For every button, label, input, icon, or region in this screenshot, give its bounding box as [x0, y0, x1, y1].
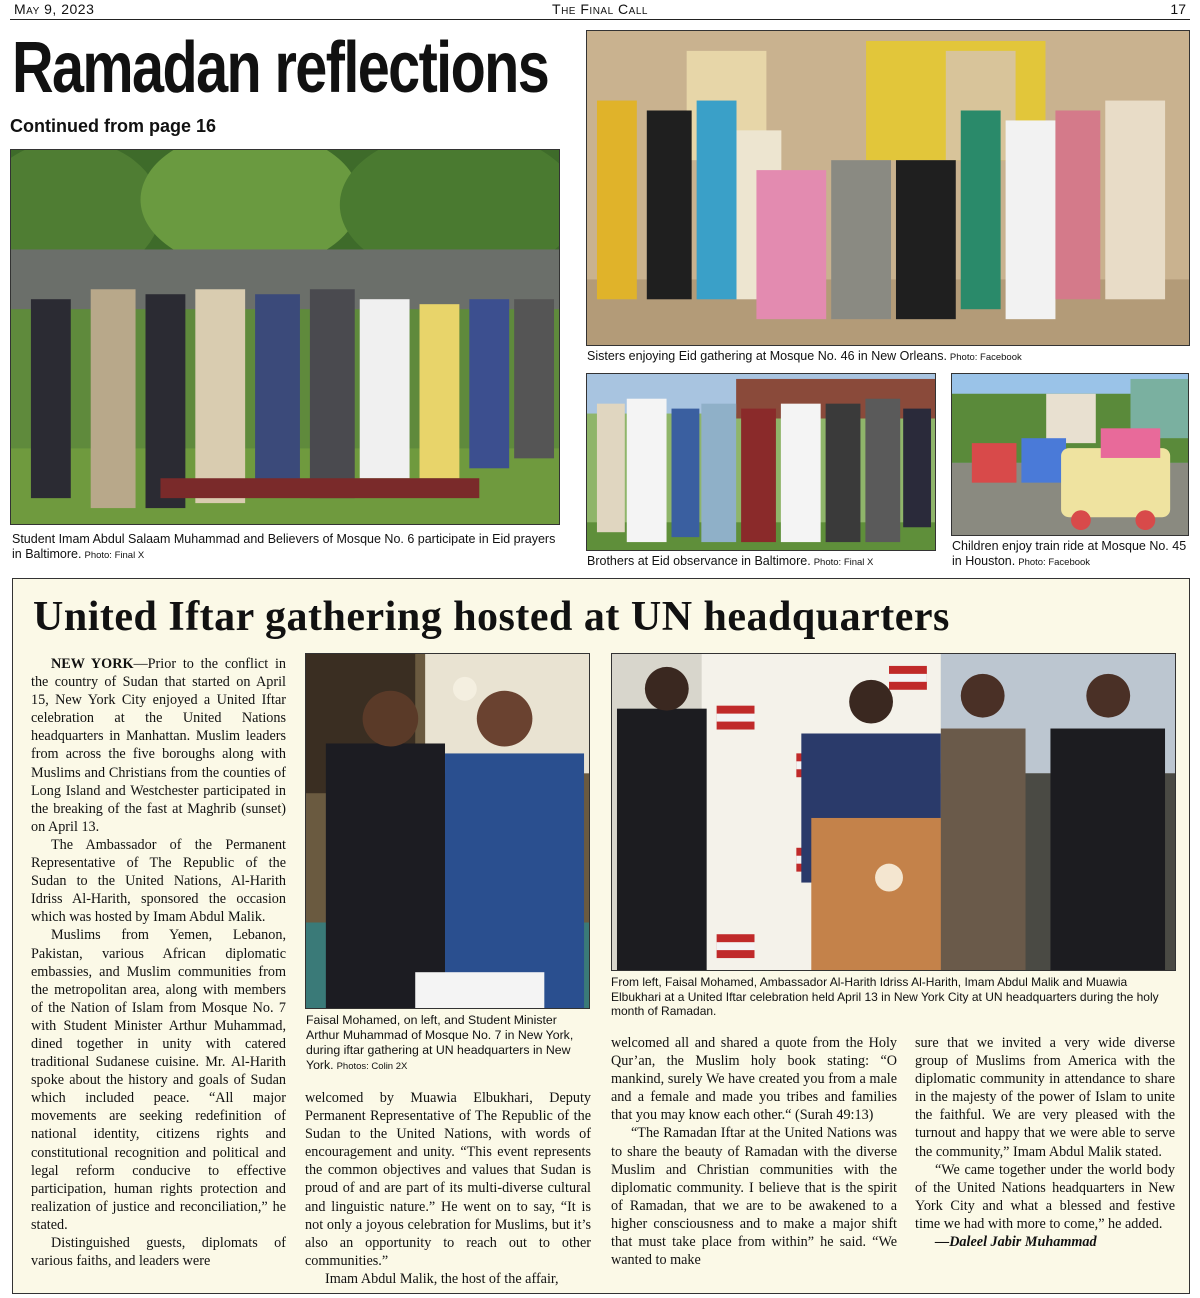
- caption-baltimore-prayer: Student Imam Abdul Salaam Muhammad and Believers of Mosque No. 6 participate in Eid prayers in Baltimore. Photo: Final X: [12, 532, 556, 561]
- photo-handshake-image: [306, 654, 589, 1008]
- page-number: 17: [1170, 1, 1186, 17]
- folio-bar: [10, 0, 1190, 20]
- caption-podium: From left, Faisal Mohamed, Ambassador Al-Harith Idriss Al-Harith, Imam Abdul Malik and Muawia Elbukhari at a United Iftar celebration held April 13 in New York City at UN headquarters during the holy month of Ramadan.: [611, 975, 1159, 1018]
- article-paragraph: welcomed all and shared a quote from the Holy Qur’an, the Muslim holy book stating: “O mankind, surely We have created you from a male and a female and made you tribes and families that you may know each other.“ (Surah 49:13): [611, 1035, 897, 1124]
- photo-baltimore-brothers: [586, 373, 936, 551]
- article-paragraph: welcomed by Muawia Elbukhari, Deputy Permanent Representative of The Republic of the Sudan to the United Nations, with words of encouragement and unity. “This event represents the common objectives and values that Sudan is proud of and are part of its multi-diverse cultural and linguistic nature.” He went on to say, “It is not only a joyous celebration for Muslims, but it’s also an opportunity to reach out to other communities.”: [305, 1090, 591, 1269]
- photo-handshake: [305, 653, 590, 1009]
- photo-credit: Photo: Facebook: [949, 352, 1022, 363]
- article-paragraph: Distinguished guests, diplomats of various faiths, and leaders were: [31, 1235, 286, 1270]
- photo-houston-train: [951, 373, 1189, 536]
- photo-new-orleans-image: [587, 31, 1189, 345]
- dateline: NEW YORK: [51, 656, 134, 672]
- photo-credit: Photo: Final X: [813, 557, 874, 568]
- article-paragraph: The Ambassador of the Permanent Representative of The Republic of the Sudan to the United Nations, Al-Harith Idriss Al-Harith, sponsored the occasion which was hosted by Imam Abdul Malik.: [31, 836, 286, 926]
- article-paragraph: Imam Abdul Malik, the host of the affair,: [325, 1270, 559, 1287]
- article-column-4: [915, 1034, 1175, 1251]
- photo-new-orleans: [586, 30, 1190, 346]
- caption-handshake: Faisal Mohamed, on left, and Student Minister Arthur Muhammad of Mosque No. 7 in New York, during iftar gathering at UN headquarters in New York. Photos: Colin 2X: [306, 1013, 574, 1072]
- article-box: [12, 578, 1190, 1294]
- article-paragraph: Muslims from Yemen, Lebanon, Pakistan, various African diplomatic embassies, and Muslim communities from the metropolitan area, along with members of the Nation of Islam from Mosque No. 7 with Student Minister Arthur Muhammad, dined together in unity with catered traditional Sudanese cuisine. Mr. Al-Harith spoke about the history and goals of Sudan which included peace. “All major movements are seeking redefinition of national identity, citizens rights and constitutional recognition and political and legal reform conducive to effective participation, human rights protection and realization of justice and reconciliation,” he stated.: [31, 927, 286, 1233]
- article-paragraph: “The Ramadan Iftar at the United Nations was to share the beauty of Ramadan with the diverse Muslim and Christian communities with the diplomatic community. I believe that is the spirit of Ramadan, that we are to be awakened to a higher consciousness and to make a major shift that must take place from within” he said. “We wanted to make: [611, 1125, 897, 1269]
- continued-note: Continued from page 16: [10, 116, 217, 136]
- newspaper-name: The Final Call: [552, 1, 648, 17]
- photo-houston-train-image: [952, 374, 1188, 535]
- issue-date: May 9, 2023: [14, 1, 95, 17]
- photo-baltimore-brothers-image: [587, 374, 935, 550]
- article-column-3: [611, 1034, 897, 1269]
- caption-houston-train: Children enjoy train ride at Mosque No. 45 in Houston. Photo: Facebook: [952, 539, 1187, 568]
- photo-credit: Photo: Final X: [84, 550, 145, 561]
- article-paragraph: “We came together under the world body of the United Nations headquarters in New York City and what a blessed and festive time we had with more to come,” he added.: [915, 1161, 1175, 1232]
- article-column-1: [31, 655, 286, 1270]
- caption-new-orleans: Sisters enjoying Eid gathering at Mosque No. 46 in New Orleans. Photo: Facebook: [587, 349, 1022, 363]
- photo-credit: Photos: Colin 2X: [336, 1061, 408, 1072]
- caption-baltimore-brothers: Brothers at Eid observance in Baltimore. Photo: Final X: [587, 554, 874, 568]
- byline: —Daleel Jabir Muhammad: [935, 1234, 1097, 1251]
- photo-baltimore-prayer: [10, 149, 560, 525]
- article-paragraph: NEW YORK—Prior to the conflict in the country of Sudan that started on April 15, New York City enjoyed a United Iftar celebration at the United Nations headquarters in Manhattan. Muslim leaders from across the five boroughs along with Muslims and Christians from the counties of Long Island and Westchester participated in the breaking of the fast at Maghrib (sunset) on April 13.: [31, 656, 286, 835]
- page-headline: Ramadan reflections: [12, 28, 549, 108]
- article-column-2: [305, 1089, 591, 1288]
- photo-podium-image: [612, 654, 1175, 970]
- photo-credit: Photo: Facebook: [1018, 557, 1091, 568]
- article-paragraph: sure that we invited a very wide diverse group of Muslims from America with the diplomatic community in attendance to share in the majesty of the power of Islam to unite the faithful. We are very pleased with the turnout and happy that we were able to serve the community,” Imam Abdul Malik stated.: [915, 1035, 1175, 1160]
- photo-baltimore-prayer-image: [11, 150, 559, 524]
- article-title: United Iftar gathering hosted at UN headquarters: [33, 594, 950, 640]
- photo-podium: [611, 653, 1176, 971]
